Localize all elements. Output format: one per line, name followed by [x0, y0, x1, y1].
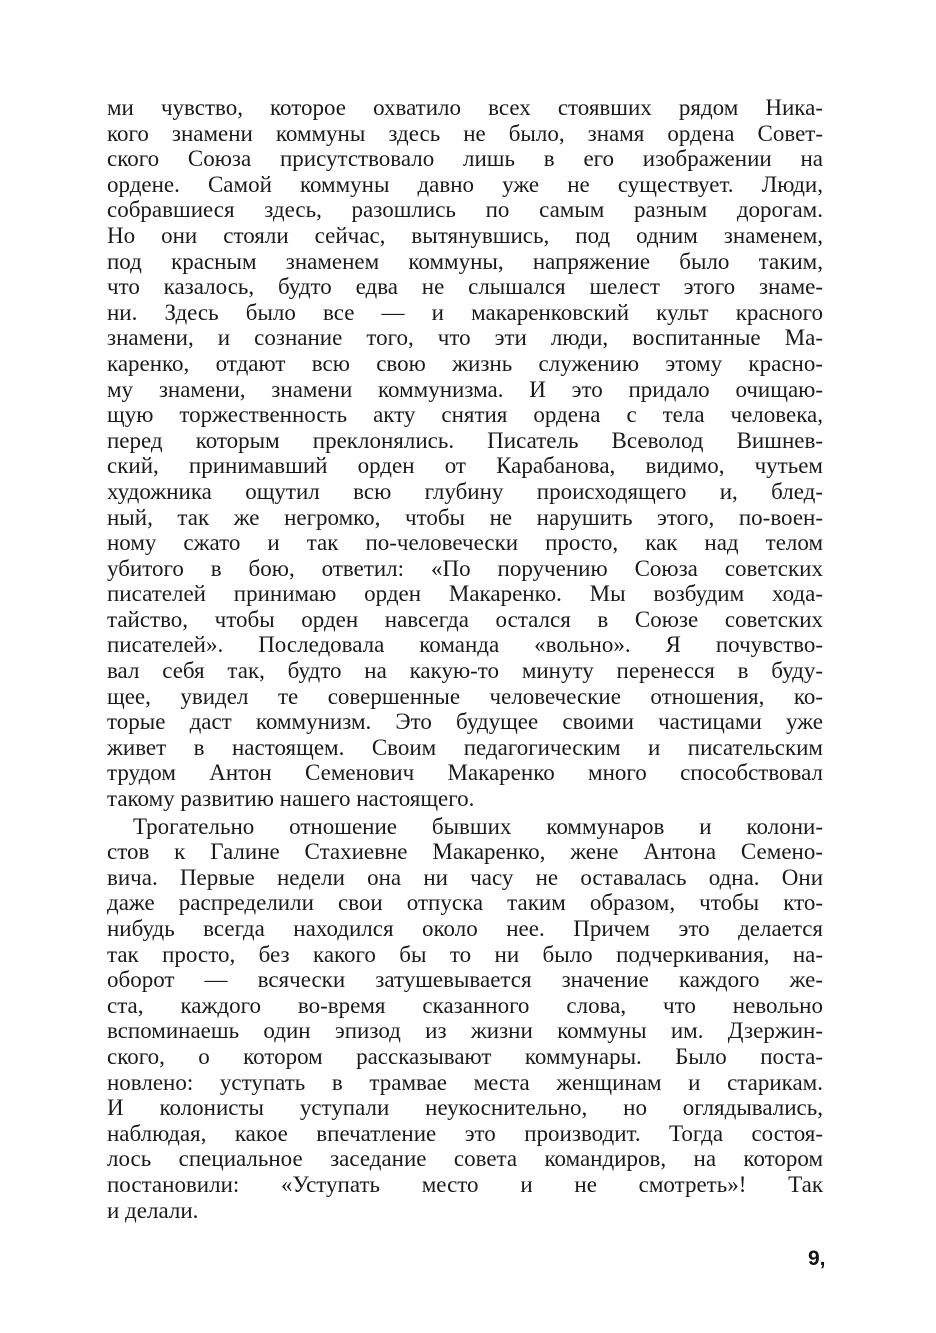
- text-line: собравшиеся здесь, разошлись по самым разным дорогам.: [107, 197, 823, 223]
- text-line: ский, принимавший орден от Карабанова, видимо, чутьем: [107, 453, 823, 479]
- text-line: ный, так же негромко, чтобы не нарушить этого, по-воен-: [107, 504, 823, 530]
- text-line: трудом Антон Семенович Макаренко много способствовал: [107, 760, 823, 786]
- text-line: убитого в бою, ответил: «По поручению Союза советских: [107, 555, 823, 581]
- text-line: новлено: уступать в трамвае места женщинам и старикам.: [107, 1069, 823, 1095]
- text-line: что казалось, будто едва не слышался шелест этого знаме-: [107, 274, 823, 300]
- page-number: 9,: [808, 1247, 826, 1270]
- text-line: ному сжато и так по-человечески просто, как над телом: [107, 530, 823, 556]
- text-line: перед которым преклонялись. Писатель Всеволод Вишнев-: [107, 427, 823, 453]
- text-line: щее, увидел те совершенные человеческие отношения, ко-: [107, 683, 823, 709]
- text-line: ского Союза присутствовало лишь в его изображении на: [107, 146, 823, 172]
- text-line: нибудь всегда находился около нее. Причем это делается: [107, 916, 823, 941]
- text-line: так просто, без какого бы то ни было подчеркивания, на-: [107, 941, 823, 967]
- text-line: Но они стояли сейчас, вытянувшись, под одним знаменем,: [107, 222, 823, 248]
- text-line: наблюдая, какое впечатление это производит. Тогда состоя-: [107, 1120, 823, 1146]
- text-line: писателей принимаю орден Макаренко. Мы возбудим хода-: [107, 581, 823, 607]
- text-line: ского, о котором рассказывают коммунары. Было поста-: [107, 1043, 823, 1069]
- text-line: вспоминаешь один эпизод из жизни коммуны им. Дзержин-: [107, 1018, 823, 1044]
- paragraph: [107, 814, 823, 1224]
- body-text: [107, 95, 823, 1223]
- text-line: оборот — всячески затушевывается значение каждого же-: [107, 967, 823, 993]
- text-line: тайство, чтобы орден навсегда остался в Союзе советских: [107, 606, 823, 632]
- text-line: лось специальное заседание совета командиров, на котором: [107, 1146, 823, 1172]
- text-line: даже распределили свои отпуска таким образом, чтобы кто-: [107, 890, 823, 916]
- text-line: вича. Первые недели она ни часу не оставалась одна. Они: [107, 864, 823, 890]
- text-line: каренко, отдают всю свою жизнь служению этому красно-: [107, 350, 823, 376]
- text-line: и делали.: [107, 1197, 199, 1223]
- text-line: стов к Галине Стахиевне Макаренко, жене Антона Семено-: [107, 839, 823, 865]
- text-line: Трогательно отношение бывших коммунаров и колони-: [133, 813, 823, 839]
- text-line: ста, каждого во-время сказанного слова, что невольно: [107, 992, 823, 1018]
- text-line: кого знамени коммуны здесь не было, знамя ордена Совет-: [107, 120, 823, 146]
- text-line: постановили: «Уступать место и не смотреть»! Так: [107, 1171, 823, 1197]
- text-line: ни. Здесь было все — и макаренковский культ красного: [107, 299, 823, 325]
- text-line: под красным знаменем коммуны, напряжение было таким,: [107, 248, 823, 274]
- text-line: ордене. Самой коммуны давно уже не существует. Люди,: [107, 171, 823, 197]
- text-line: И колонисты уступали неукоснительно, но оглядывались,: [107, 1095, 823, 1121]
- text-line: живет в настоящем. Своим педагогическим и писательским: [107, 734, 823, 760]
- text-line: художника ощутил всю глубину происходящего и, блед-: [107, 478, 823, 504]
- text-line: щую торжественность акту снятия ордена с тела человека,: [107, 402, 823, 428]
- text-line: знамени, и сознание того, что эти люди, воспитанные Ма-: [107, 325, 823, 351]
- text-line: торые даст коммунизм. Это будущее своими частицами уже: [107, 709, 823, 735]
- text-line: ми чувство, которое охватило всех стоявших рядом Ника-: [107, 95, 823, 120]
- paragraph: [107, 95, 823, 812]
- text-line: му знамени, знамени коммунизма. И это придало очищаю-: [107, 376, 823, 402]
- text-line: писателей». Последовала команда «вольно». Я почувство-: [107, 632, 823, 658]
- text-line: вал себя так, будто на какую-то минуту перенесся в буду-: [107, 658, 823, 684]
- text-line: такому развитию нашего настоящего.: [107, 786, 475, 812]
